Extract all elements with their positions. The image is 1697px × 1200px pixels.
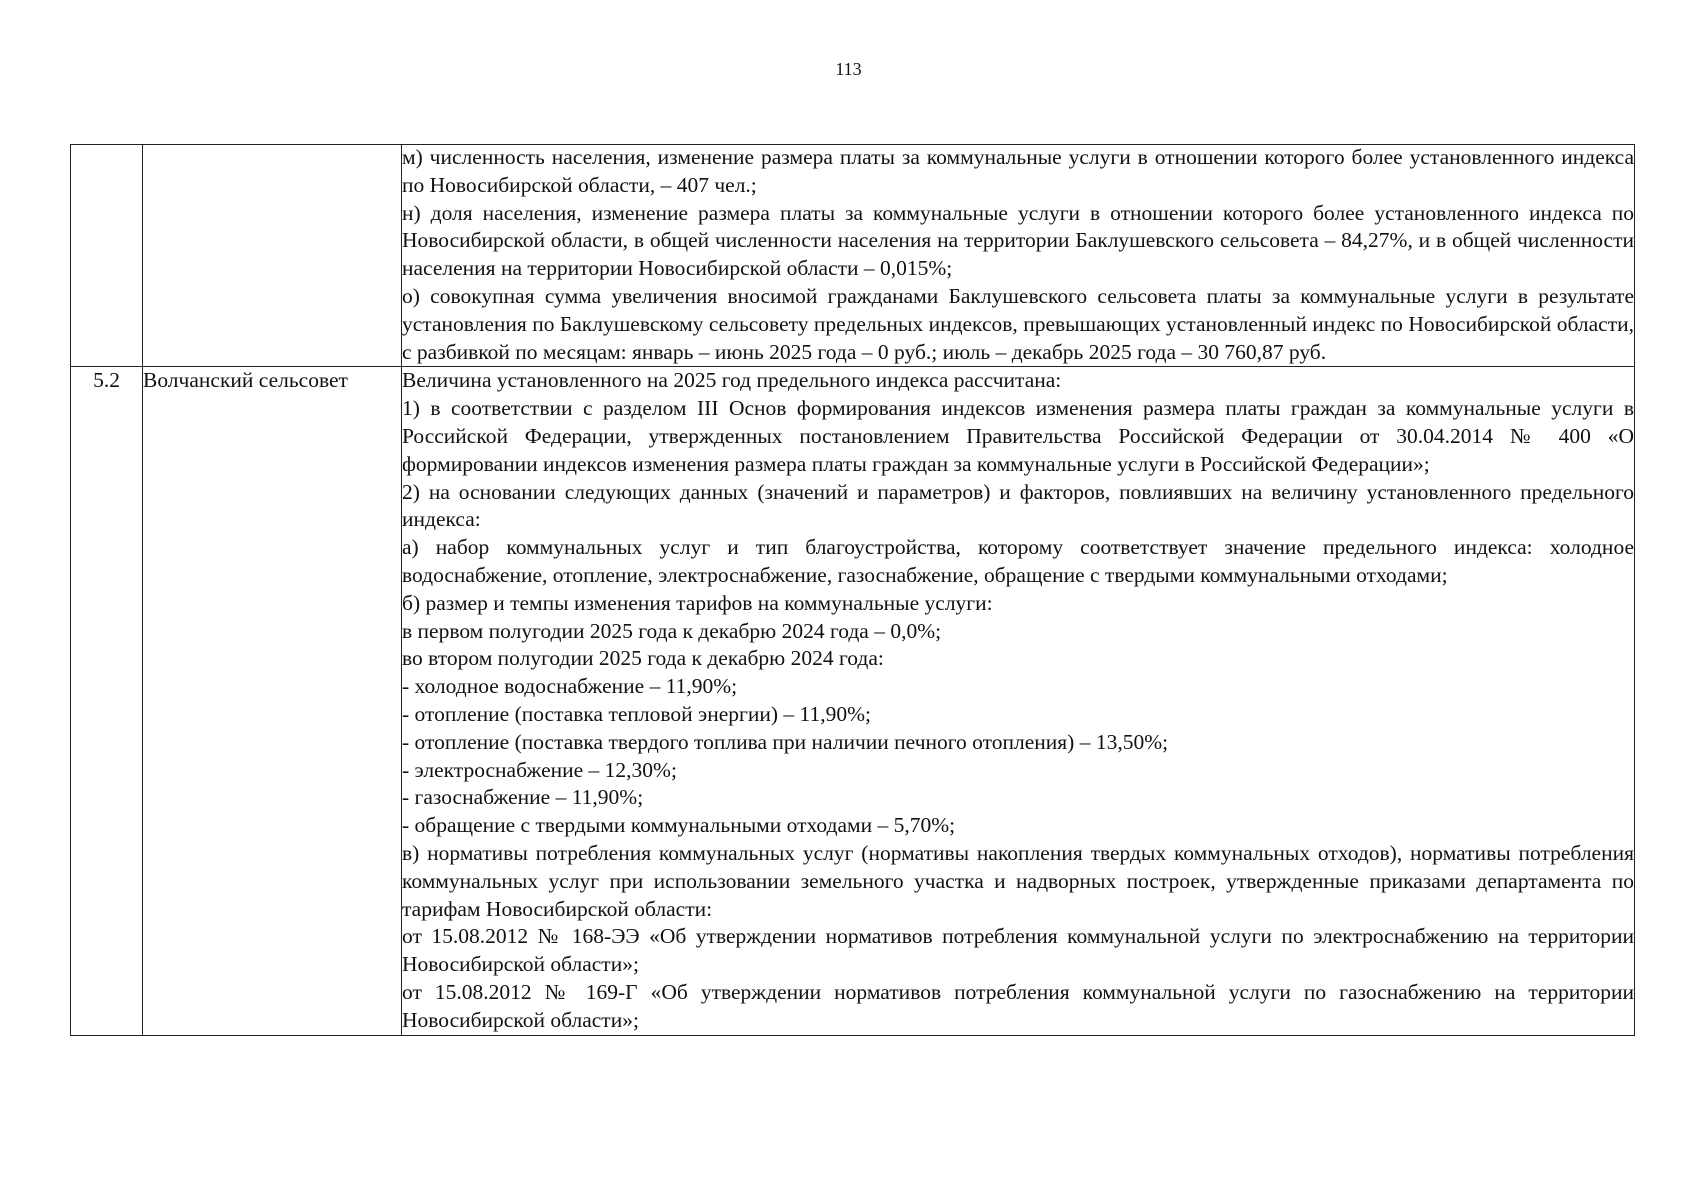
paragraph: - электроснабжение – 12,30%; (402, 757, 677, 782)
paragraph: 2) на основании следующих данных (значений и параметров) и факторов, повлиявших на величину установленного предельного индекса: (402, 479, 1634, 532)
paragraph: - обращение с твердыми коммунальными отходами – 5,70%; (402, 813, 956, 838)
table-row (71, 367, 1635, 1035)
paragraph: 1) в соответствии с разделом III Основ формирования индексов изменения размера платы граждан за коммунальные услуги в Российской Федерации, утвержденных постановлением Правительства Российской Федерации от 30.04.2014 № 400 «О формировании индексов изменения размера платы граждан за коммунальные услуги в Российской Федерации»; (402, 396, 1634, 476)
row-name-cell: Волчанский сельсовет (143, 367, 402, 1035)
row-text-cell (402, 145, 1635, 367)
paragraph: от 15.08.2012 № 169-Г «Об утверждении нормативов потребления коммунальной услуги по газоснабжению на территории Новосибирской области»; (402, 979, 1634, 1032)
paragraph: от 15.08.2012 № 168-ЭЭ «Об утверждении нормативов потребления коммунальной услуги по электроснабжению на территории Новосибирской области»; (402, 924, 1634, 977)
paragraph: а) набор коммунальных услуг и тип благоустройства, которому соответствует значение предельного индекса: холодное водоснабжение, отопление, электроснабжение, газоснабжение, обращение с твердыми коммунальными отходами; (402, 535, 1634, 587)
paragraph: о) совокупная сумма увеличения вносимой гражданами Баклушевского сельсовета платы за коммунальные услуги в результате установления по Баклушевскому сельсовету предельных индексов, превышающих установленный индекс по Новосибирской области, с разбивкой по месяцам: январь – июнь 2025 года – 0 руб.; июль – декабрь 2025 года – 30 760,87 руб. (402, 283, 1634, 364)
paragraph: в первом полугодии 2025 года к декабрю 2024 года – 0,0%; (402, 618, 942, 643)
paragraph: - холодное водоснабжение – 11,90%; (402, 674, 738, 699)
paragraph: н) доля населения, изменение размера платы за коммунальные услуги в отношении которого более установленного индекса по Новосибирской области, в общей численности населения на территории Баклушевского сельсовета – 84,27%, и в общей численности населения на территории Новосибирской области – 0,015%; (402, 200, 1634, 281)
row-number-cell: 5.2 (71, 367, 143, 1035)
row-text-cell (402, 367, 1635, 1035)
table-row (71, 145, 1635, 367)
row-name-cell (143, 145, 402, 367)
paragraph: м) численность населения, изменение размера платы за коммунальные услуги в отношении которого более установленного индекса по Новосибирской области, – 407 чел.; (402, 145, 1634, 197)
document-table (70, 144, 1635, 1036)
paragraph: во втором полугодии 2025 года к декабрю 2024 года: (402, 646, 884, 671)
paragraph: в) нормативы потребления коммунальных услуг (нормативы накопления твердых коммунальных отходов), нормативы потребления коммунальных услуг при использовании земельного участка и надворных построек, утвержденные приказами департамента по тарифам Новосибирской области: (402, 840, 1634, 921)
paragraph: - отопление (поставка твердого топлива при наличии печного отопления) – 13,50%; (402, 729, 1169, 754)
page-number: 113 (835, 59, 862, 79)
paragraph: - газоснабжение – 11,90%; (402, 785, 644, 810)
paragraph: Величина установленного на 2025 год предельного индекса рассчитана: (402, 368, 1062, 393)
row-number-cell (71, 145, 143, 367)
paragraph: б) размер и темпы изменения тарифов на коммунальные услуги: (402, 590, 993, 615)
paragraph: - отопление (поставка тепловой энергии) – 11,90%; (402, 701, 871, 726)
